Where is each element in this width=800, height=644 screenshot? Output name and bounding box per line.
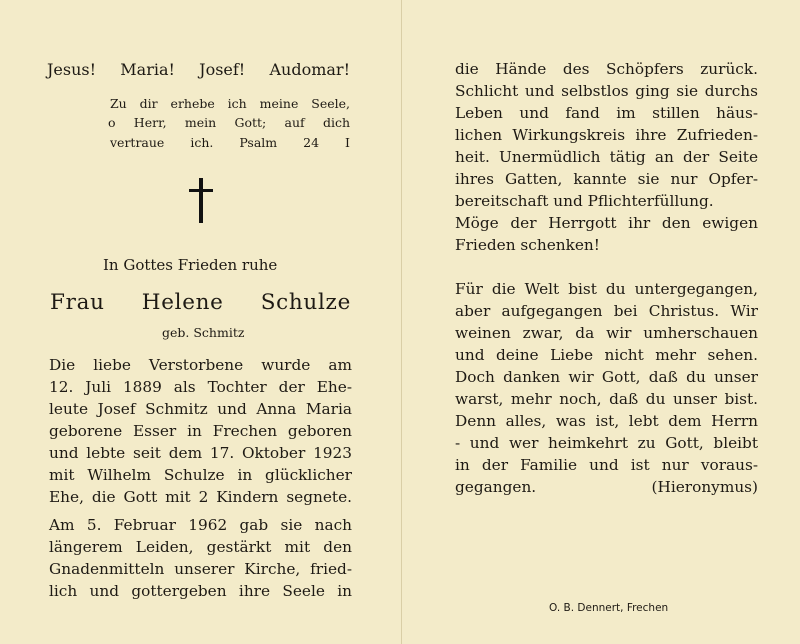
text-line: Schlicht und selbstlos ging sie durchs: [455, 82, 758, 100]
bio-line: längerem Leiden, gestärkt mit den: [49, 538, 352, 556]
bio-line: Gnadenmitteln unserer Kirche, fried-: [49, 560, 352, 578]
bio-line: Am 5. Februar 1962 gab sie nach: [49, 516, 352, 534]
quote-line: Für die Welt bist du untergegangen,: [455, 280, 758, 298]
text-line: heit. Unermüdlich tätig an der Seite: [455, 148, 758, 166]
bio-line: 12. Juli 1889 als Tochter der Ehe-: [49, 378, 352, 396]
bio-line: Die liebe Verstorbene wurde am: [49, 356, 352, 374]
in-peace-heading: In Gottes Frieden ruhe: [103, 256, 278, 274]
quote-line: Doch danken wir Gott, daß du unser: [455, 368, 758, 386]
bio-line: mit Wilhelm Schulze in glücklicher: [49, 466, 352, 484]
psalm-line: o Herr, mein Gott; auf dich: [108, 115, 350, 130]
text-line: bereitschaft und Pflichterfüllung.: [455, 192, 714, 210]
psalm-line: Zu dir erhebe ich meine Seele,: [110, 96, 350, 111]
quote-line: gegangen. (Hieronymus): [455, 478, 758, 496]
quote-line: aber aufgegangen bei Christus. Wir: [455, 302, 758, 320]
text-line: Leben und fand im stillen häus-: [455, 104, 758, 122]
fold-line: [401, 0, 402, 644]
quote-line: - und wer heimkehrt zu Gott, bleibt: [455, 434, 758, 452]
text-line: Möge der Herrgott ihr den ewigen: [455, 214, 758, 232]
bio-line: Ehe, die Gott mit 2 Kindern segnete.: [49, 488, 352, 506]
deceased-name: Frau Helene Schulze: [50, 290, 351, 315]
invocation: Jesus! Maria! Josef! Audomar!: [47, 60, 350, 79]
printer-credit: O. B. Dennert, Frechen: [549, 602, 669, 614]
quote-line: weinen zwar, da wir umherschauen: [455, 324, 758, 342]
bio-line: geborene Esser in Frechen geboren: [49, 422, 352, 440]
maiden-name: geb. Schmitz: [162, 325, 245, 340]
quote-line: und deine Liebe nicht mehr sehen.: [455, 346, 758, 364]
psalm-line: vertraue ich. Psalm 24 I: [110, 135, 350, 150]
bio-line: lich und gottergeben ihre Seele in: [49, 582, 352, 600]
bio-line: und lebte seit dem 17. Oktober 1923: [49, 444, 352, 462]
text-line: ihres Gatten, kannte sie nur Opfer-: [455, 170, 758, 188]
text-line: die Hände des Schöpfers zurück.: [455, 60, 758, 78]
quote-line: Denn alles, was ist, lebt dem Herrn: [455, 412, 758, 430]
bio-line: leute Josef Schmitz und Anna Maria: [49, 400, 352, 418]
quote-line: in der Familie und ist nur voraus-: [455, 456, 758, 474]
text-line: Frieden schenken!: [455, 236, 600, 254]
quote-line: warst, mehr noch, daß du unser bist.: [455, 390, 758, 408]
text-line: lichen Wirkungskreis ihre Zufrieden-: [455, 126, 758, 144]
cross-icon: [189, 178, 213, 223]
